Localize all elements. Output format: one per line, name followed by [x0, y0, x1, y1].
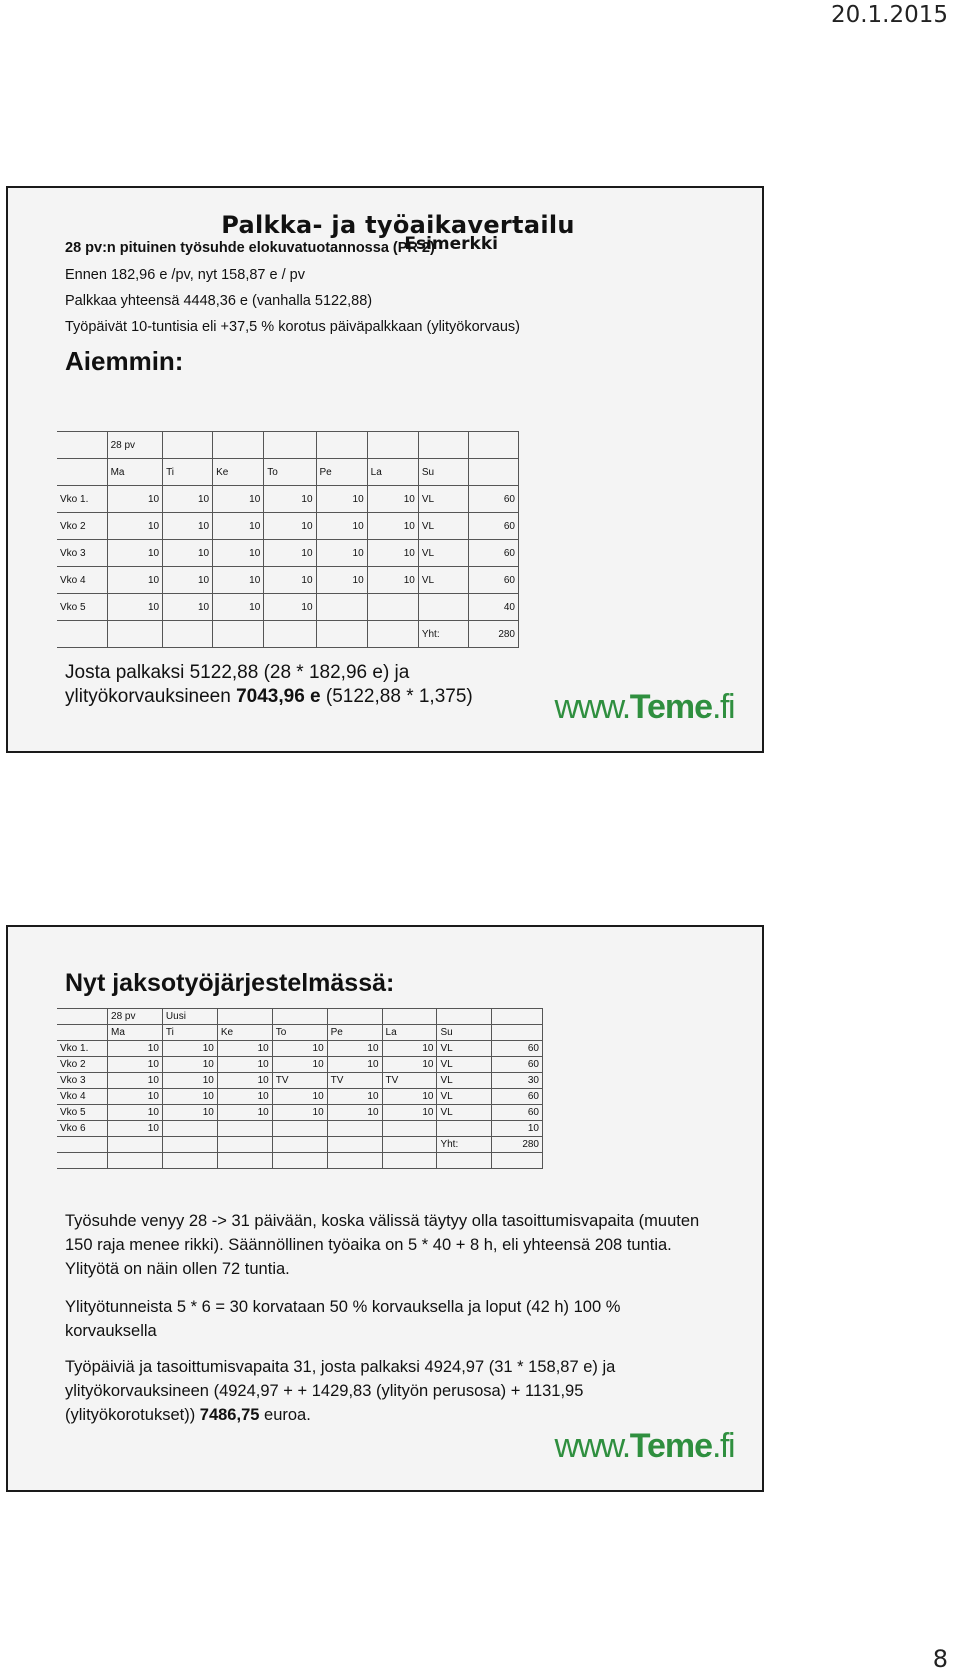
table-row — [57, 1025, 543, 1041]
table-cell: VL — [437, 1057, 492, 1073]
table-cell — [57, 621, 107, 648]
table-cell: Vko 3 — [57, 540, 107, 567]
table-cell — [492, 1025, 543, 1041]
table-cell: TV — [382, 1073, 437, 1089]
summary-line-1: Josta palkaksi 5122,88 (28 * 182,96 e) ja — [65, 662, 410, 683]
table-cell: 10 — [327, 1105, 382, 1121]
slide-title: Palkka- ja työaikavertailu — [221, 211, 575, 239]
table-cell: 280 — [468, 621, 518, 648]
table-cell — [468, 459, 518, 486]
table-cell — [272, 1121, 327, 1137]
summary-line-2 — [65, 686, 473, 708]
table-cell: TV — [272, 1073, 327, 1089]
table-cell: 10 — [272, 1089, 327, 1105]
table-cell: 10 — [213, 594, 264, 621]
table-cell: Uusi — [162, 1009, 217, 1025]
table-cell: 10 — [217, 1105, 272, 1121]
table-cell — [162, 1121, 217, 1137]
table-cell: Vko 5 — [57, 594, 107, 621]
table-cell — [327, 1153, 382, 1169]
table-cell: 60 — [468, 486, 518, 513]
table-cell — [163, 432, 213, 459]
table-cell — [217, 1137, 272, 1153]
table-cell: VL — [418, 513, 468, 540]
table-cell: Pe — [327, 1025, 382, 1041]
table-cell: 10 — [316, 513, 367, 540]
table-cell: To — [264, 459, 316, 486]
page-number: 8 — [932, 1645, 948, 1673]
table-cell — [217, 1009, 272, 1025]
table-cell: Ke — [217, 1025, 272, 1041]
table-cell: 60 — [468, 567, 518, 594]
table-cell: 40 — [468, 594, 518, 621]
table-cell: Ma — [108, 1025, 163, 1041]
table-cell: 10 — [217, 1089, 272, 1105]
table-cell — [108, 1137, 163, 1153]
table-cell — [272, 1153, 327, 1169]
table-cell: VL — [418, 567, 468, 594]
table-cell: 60 — [468, 540, 518, 567]
table-cell: 60 — [492, 1041, 543, 1057]
logo-prefix: www. — [554, 1427, 630, 1465]
paragraph-2: Ylityötunneista 5 * 6 = 30 korvataan 50 % korvauksella ja loput (42 h) 100 % korvauksella — [65, 1298, 621, 1340]
table-cell — [264, 621, 316, 648]
table-cell — [367, 432, 418, 459]
table-cell: Ti — [163, 459, 213, 486]
table-cell: 30 — [492, 1073, 543, 1089]
table-cell: Vko 1. — [57, 486, 107, 513]
table-row — [57, 1105, 543, 1121]
table-cell: 10 — [316, 486, 367, 513]
total-new: 7486,75 — [199, 1406, 260, 1424]
table-cell — [57, 1137, 108, 1153]
paragraph-1: Työsuhde venyy 28 -> 31 päivään, koska välissä täytyy olla tasoittumisvapaita (muuten 150 raja menee rikki). Säännöllinen työaika on 5 * 40 + 8 h, eli yhteensä 208 tuntia. Ylityötä on näin ollen 72 tuntia. — [65, 1212, 700, 1278]
table-cell: 10 — [213, 486, 264, 513]
table-cell: 10 — [382, 1089, 437, 1105]
summary-formula: (5122,88 * 1,375) — [320, 686, 473, 707]
table-cell: 10 — [108, 1073, 163, 1089]
table-cell — [107, 621, 163, 648]
table-cell: Pe — [316, 459, 367, 486]
table-cell: 10 — [108, 1089, 163, 1105]
table-cell — [264, 432, 316, 459]
table-cell — [57, 1153, 108, 1169]
table-cell: 10 — [327, 1041, 382, 1057]
table-cell: Vko 2 — [57, 513, 107, 540]
table-row — [57, 1041, 543, 1057]
table-cell: 10 — [217, 1057, 272, 1073]
table-cell: 10 — [272, 1057, 327, 1073]
paragraph-3-end: euroa. — [259, 1406, 311, 1424]
table-cell: 10 — [264, 486, 316, 513]
table-cell: 10 — [382, 1105, 437, 1121]
table-cell: 10 — [264, 540, 316, 567]
table-cell: 10 — [382, 1057, 437, 1073]
table-row — [57, 594, 519, 621]
table-cell: 10 — [163, 486, 213, 513]
table-row — [57, 513, 519, 540]
table-cell — [162, 1137, 217, 1153]
table-cell: 10 — [272, 1105, 327, 1121]
table-cell: 10 — [264, 513, 316, 540]
table-cell: Vko 2 — [57, 1057, 108, 1073]
table-row — [57, 1137, 543, 1153]
table-cell — [327, 1121, 382, 1137]
table-cell: 10 — [327, 1089, 382, 1105]
table-row — [57, 1089, 543, 1105]
logo-prefix: www. — [554, 688, 630, 726]
table-cell — [367, 621, 418, 648]
table-cell: 28 pv — [107, 432, 163, 459]
table-cell — [108, 1153, 163, 1169]
table-cell: 10 — [162, 1105, 217, 1121]
table-cell: 10 — [316, 540, 367, 567]
table-cell — [272, 1009, 327, 1025]
table-cell — [213, 432, 264, 459]
table-cell: Vko 4 — [57, 1089, 108, 1105]
intro-line-3: Palkkaa yhteensä 4448,36 e (vanhalla 5122,88) — [65, 293, 373, 309]
table-cell: 10 — [163, 567, 213, 594]
table-cell: La — [382, 1025, 437, 1041]
table-cell — [327, 1137, 382, 1153]
table-cell: Vko 3 — [57, 1073, 108, 1089]
table-cell: 60 — [492, 1089, 543, 1105]
table-cell — [382, 1153, 437, 1169]
table-cell — [437, 1009, 492, 1025]
page-date: 20.1.2015 — [830, 2, 948, 28]
table-cell: 10 — [264, 567, 316, 594]
table-cell: Ma — [107, 459, 163, 486]
logo-brand: Teme — [629, 1427, 713, 1465]
table-cell — [382, 1137, 437, 1153]
table-cell: VL — [418, 486, 468, 513]
table-cell: Su — [418, 459, 468, 486]
table-cell: 10 — [108, 1057, 163, 1073]
table-row — [57, 459, 519, 486]
schedule-table-new — [57, 1008, 543, 1169]
table-cell — [57, 432, 107, 459]
table-cell: 10 — [163, 513, 213, 540]
table-cell — [492, 1153, 543, 1169]
table-cell — [57, 459, 107, 486]
table-row — [57, 1153, 543, 1169]
table-cell: 10 — [316, 567, 367, 594]
table-cell: 10 — [107, 540, 163, 567]
schedule-table-old — [57, 431, 519, 648]
teme-logo — [555, 1427, 734, 1466]
table-cell — [468, 432, 518, 459]
table-cell — [57, 1025, 108, 1041]
table-cell — [437, 1153, 492, 1169]
table-row — [57, 1121, 543, 1137]
table-cell: 10 — [108, 1105, 163, 1121]
table-cell: Su — [437, 1025, 492, 1041]
table-cell — [382, 1121, 437, 1137]
table-cell — [217, 1153, 272, 1169]
table-cell: 10 — [107, 567, 163, 594]
section-heading-nyt: Nyt jaksotyöjärjestelmässä: — [65, 969, 395, 997]
summary-total-old: 7043,96 e — [236, 686, 321, 707]
intro-line-2: Ennen 182,96 e /pv, nyt 158,87 e / pv — [65, 267, 305, 283]
teme-logo — [555, 688, 734, 727]
table-cell — [437, 1121, 492, 1137]
table-cell: 10 — [327, 1057, 382, 1073]
table-cell: Yht: — [418, 621, 468, 648]
table-cell: VL — [437, 1041, 492, 1057]
table-cell: Yht: — [437, 1137, 492, 1153]
slide-jaksotyo — [6, 925, 764, 1492]
table-cell: 10 — [367, 540, 418, 567]
logo-suffix: .fi — [712, 688, 734, 726]
table-cell: 280 — [492, 1137, 543, 1153]
slide-palkka-vertailu — [6, 186, 764, 753]
table-row — [57, 1073, 543, 1089]
table-cell: 10 — [264, 594, 316, 621]
table-cell — [272, 1137, 327, 1153]
table-cell — [367, 594, 418, 621]
summary-text: ylityökorvauksineen — [65, 686, 237, 707]
table-cell: Ke — [213, 459, 264, 486]
table-cell — [316, 621, 367, 648]
table-cell: VL — [418, 540, 468, 567]
table-cell: VL — [437, 1089, 492, 1105]
paragraph-3-text: Työpäiviä ja tasoittumisvapaita 31, josta palkaksi 4924,97 (31 * 158,87 e) ja ylityökorvauksineen (4924,97 + + 1429,83 (ylityön perusosa) + 1131,95 (ylityökorotukset)) — [65, 1358, 616, 1424]
table-cell: 10 — [217, 1073, 272, 1089]
intro-line-1: 28 pv:n pituinen työsuhde elokuvatuotannossa (PR 2) — [65, 240, 435, 256]
table-cell — [418, 432, 468, 459]
intro-line-4: Työpäivät 10-tuntisia eli +37,5 % korotus päiväpalkkaan (ylityökorvaus) — [65, 319, 520, 335]
paragraph-3 — [65, 1355, 705, 1427]
table-cell: La — [367, 459, 418, 486]
table-cell: 10 — [213, 567, 264, 594]
table-row — [57, 1057, 543, 1073]
table-cell: 10 — [382, 1041, 437, 1057]
table-row — [57, 1009, 543, 1025]
table-cell: 60 — [492, 1057, 543, 1073]
table-cell — [163, 621, 213, 648]
table-cell: 10 — [272, 1041, 327, 1057]
table-cell: 60 — [492, 1105, 543, 1121]
table-cell: 10 — [217, 1041, 272, 1057]
table-row — [57, 567, 519, 594]
table-cell — [492, 1009, 543, 1025]
table-cell — [217, 1121, 272, 1137]
table-cell: 10 — [367, 567, 418, 594]
table-cell — [162, 1153, 217, 1169]
logo-suffix: .fi — [712, 1427, 734, 1465]
table-cell: VL — [437, 1105, 492, 1121]
table-cell: To — [272, 1025, 327, 1041]
table-cell: 10 — [213, 540, 264, 567]
table-cell: 10 — [108, 1121, 163, 1137]
table-cell: 10 — [163, 540, 213, 567]
table-cell: 10 — [107, 486, 163, 513]
table-row — [57, 486, 519, 513]
table-cell: Vko 5 — [57, 1105, 108, 1121]
table-cell: 10 — [162, 1057, 217, 1073]
table-cell — [418, 594, 468, 621]
logo-brand: Teme — [629, 688, 713, 726]
table-cell: 10 — [367, 486, 418, 513]
table-row — [57, 432, 519, 459]
table-cell: 10 — [213, 513, 264, 540]
table-cell: Vko 1. — [57, 1041, 108, 1057]
table-cell: 10 — [492, 1121, 543, 1137]
table-cell — [57, 1009, 108, 1025]
table-cell: Vko 4 — [57, 567, 107, 594]
table-cell — [213, 621, 264, 648]
table-cell: VL — [437, 1073, 492, 1089]
table-cell — [327, 1009, 382, 1025]
table-cell: 10 — [107, 594, 163, 621]
table-cell: 60 — [468, 513, 518, 540]
table-cell: Vko 6 — [57, 1121, 108, 1137]
table-row — [57, 621, 519, 648]
table-row — [57, 540, 519, 567]
table-cell: TV — [327, 1073, 382, 1089]
table-cell: 28 pv — [108, 1009, 163, 1025]
table-cell: 10 — [163, 594, 213, 621]
section-heading-aiemmin: Aiemmin: — [65, 346, 184, 376]
table-cell: 10 — [162, 1089, 217, 1105]
table-cell: Ti — [162, 1025, 217, 1041]
table-cell: 10 — [162, 1073, 217, 1089]
table-cell — [382, 1009, 437, 1025]
table-cell: 10 — [367, 513, 418, 540]
slide-subtitle: Esimerkki — [404, 234, 498, 254]
table-cell — [316, 594, 367, 621]
table-cell: 10 — [108, 1041, 163, 1057]
table-cell: 10 — [107, 513, 163, 540]
table-cell — [316, 432, 367, 459]
table-cell: 10 — [162, 1041, 217, 1057]
